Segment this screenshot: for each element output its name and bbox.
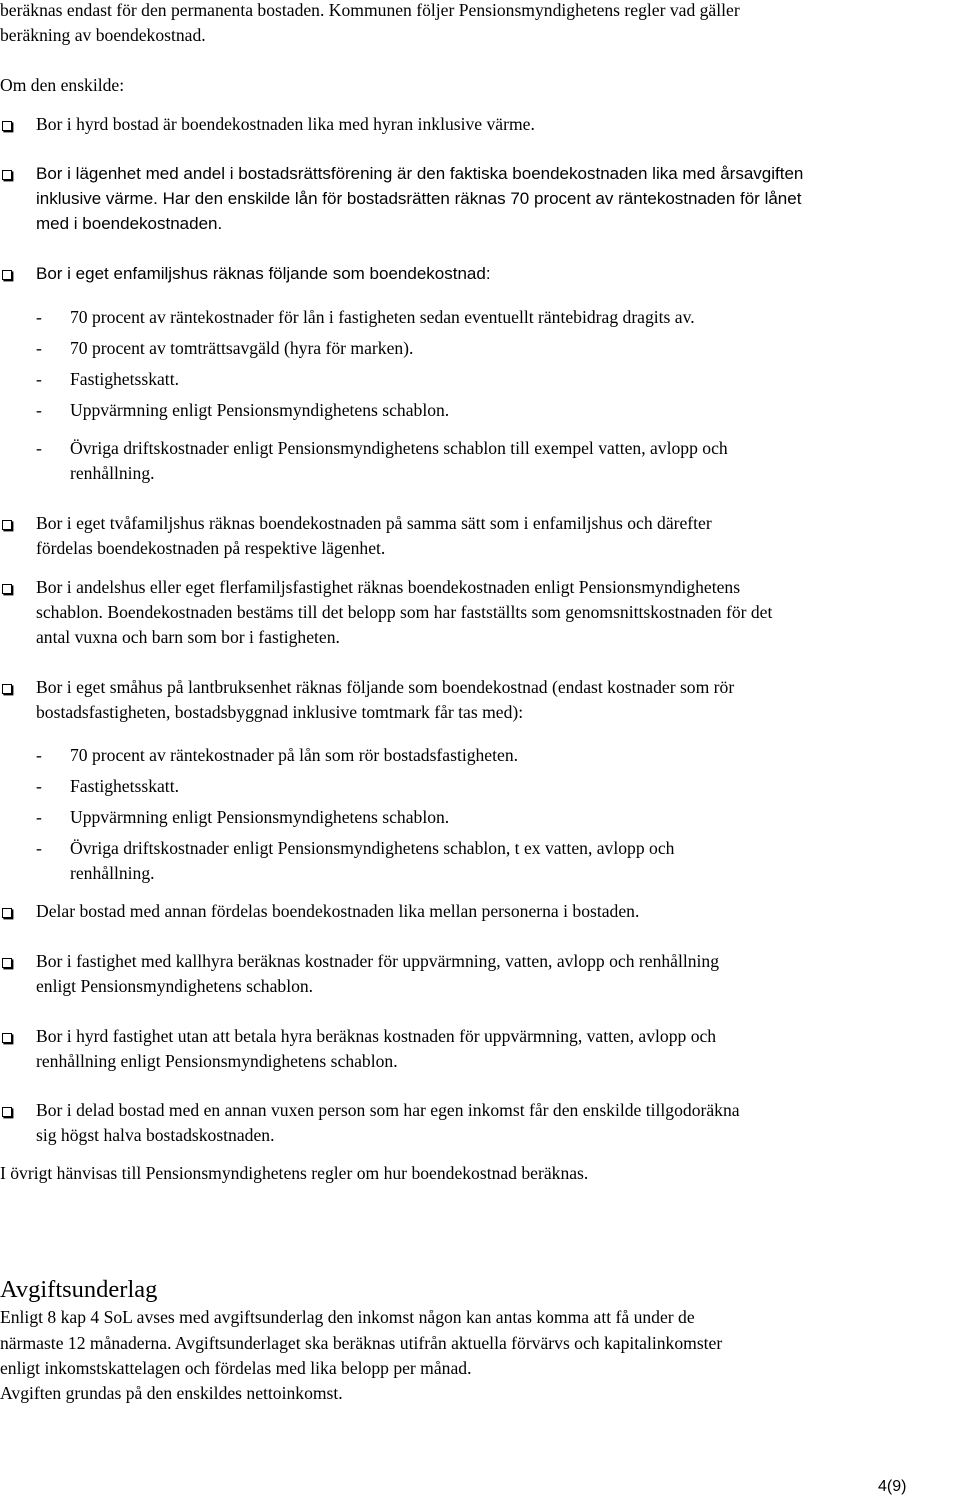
- bullet-text: Bor i hyrd fastighet utan att betala hyra beräknas kostnaden för uppvärmning, vatten, avlopp och: [36, 1026, 717, 1046]
- checkbox-bullet-icon: [2, 1107, 12, 1117]
- bullet-text: antal vuxna och barn som bor i fastigheten.: [36, 627, 340, 647]
- checkbox-bullet-icon: [2, 170, 12, 180]
- list-item: 70 procent av tomträttsavgäld (hyra för marken).: [70, 338, 414, 358]
- list-item: Övriga driftskostnader enligt Pensionsmyndighetens schablon, t ex vatten, avlopp och: [70, 838, 675, 858]
- checkbox-bullet-icon: [2, 121, 12, 131]
- section-heading: Avgiftsunderlag: [0, 1276, 158, 1303]
- checkbox-bullet-icon: [2, 684, 12, 694]
- list-item: 70 procent av räntekostnader på lån som rör bostadsfastigheten.: [70, 745, 519, 765]
- checkbox-bullet-icon: [2, 958, 12, 968]
- intro-line: beräknas endast för den permanenta bostaden. Kommunen följer Pensionsmyndighetens regler vad gäller: [0, 0, 740, 20]
- bullet-text: Bor i hyrd bostad är boendekostnaden lika med hyran inklusive värme.: [36, 114, 535, 134]
- list-item: 70 procent av räntekostnader för lån i fastigheten sedan eventuellt räntebidrag dragits av.: [70, 307, 695, 327]
- intro-line: beräkning av boendekostnad.: [0, 25, 206, 45]
- bullet-text: enligt Pensionsmyndighetens schablon.: [36, 976, 314, 996]
- paragraph: närmaste 12 månaderna. Avgiftsunderlaget ska beräknas utifrån aktuella förvärvs och kapitalinkomster: [0, 1333, 723, 1353]
- bullet-text: Bor i eget småhus på lantbruksenhet räknas följande som boendekostnad (endast kostnader som rör: [36, 677, 735, 697]
- checkbox-bullet-icon: [2, 908, 12, 918]
- bullet-text: Bor i lägenhet med andel i bostadsrättsförening är den faktiska boendekostnaden lika med årsavgiften: [36, 164, 804, 183]
- bullet-text: inklusive värme. Har den enskilde lån för bostadsrätten räknas 70 procent av räntekostnaden för lånet: [36, 189, 802, 208]
- bullet-text: fördelas boendekostnaden på respektive lägenhet.: [36, 538, 386, 558]
- bullet-text: Bor i eget tvåfamiljshus räknas boendekostnaden på samma sätt som i enfamiljshus och därefter: [36, 513, 712, 533]
- bullet-text: med i boendekostnaden.: [36, 214, 223, 233]
- bullet-text: Bor i andelshus eller eget flerfamiljsfastighet räknas boendekostnaden enligt Pensionsmyndighetens: [36, 577, 741, 597]
- list-item: Övriga driftskostnader enligt Pensionsmyndighetens schablon till exempel vatten, avlopp och: [70, 438, 728, 458]
- bullet-text: Bor i delad bostad med en annan vuxen person som har egen inkomst får den enskilde tillgodoräkna: [36, 1100, 740, 1120]
- bullet-text: Bor i fastighet med kallhyra beräknas kostnader för uppvärmning, vatten, avlopp och renhållning: [36, 951, 720, 971]
- checkbox-bullet-icon: [2, 1033, 12, 1043]
- list-item: renhållning.: [70, 463, 155, 483]
- bullet-text: Delar bostad med annan fördelas boendekostnaden lika mellan personerna i bostaden.: [36, 901, 640, 921]
- document-page: beräknas endast för den permanenta bostaden. Kommunen följer Pensionsmyndighetens regler vad gäller beräkning av boendekostnad. Om den enskilde: Bor i hyrd bostad är boendekostnaden lika med hyran inklusive värme. Bor i lägenhet med andel i bostadsrättsförening är den faktiska boendekostnaden lika med årsavgiften inklusive värme. Har den enskilde lån för bostadsrätten räknas 70 procent av räntekostnaden för lånet med i boendekostnaden. Bor i eget enfamiljshus räknas följande som boendekostnad: - 70 procent av räntekostnader för lån i fastigheten sedan eventuellt räntebidrag dragits av. - 70 procent av tomträttsavgäld (hyra för marken). - Fastighetsskatt. - Uppvärmning enligt Pensionsmyndighetens schablon. - Övriga driftskostnader enligt Pensionsmyndighetens schablon till exempel vatten, avlopp och renhållning. Bor i eget tvåfamiljshus räknas boendekostnaden på samma sätt som i enfamiljshus och därefter fördelas boendekostnaden på respektive lägenhet. Bor i andelshus eller eget flerfamiljsfastighet räknas boendekostnaden enligt Pensionsmyndighetens schablon. Boendekostnaden bestäms till det belopp som har fastställts som genomsnittskostnaden för det antal vuxna och barn som bor i fastigheten. Bor i eget småhus på lantbruksenhet räknas följande som boendekostnad (endast kostnader som rör bostadsfastigheten, bostadsbyggnad inklusive tomtmark får tas med): - 70 procent av räntekostnader på lån som rör bostadsfastigheten. - Fastighetsskatt. - Uppvärmning enligt Pensionsmyndighetens schablon. - Övriga driftskostnader enligt Pensionsmyndighetens schablon, t ex vatten, avlopp och renhållning. Delar bostad med annan fördelas boendekostnaden lika mellan personerna i bostaden. Bor i fastighet med kallhyra beräknas kostnader för uppvärmning, vatten, avlopp och renhållning enligt Pensionsmyndighetens schablon. Bor i hyrd fastighet utan att betala hyra beräknas kostnaden för uppvärmning, vatten, avlopp och renhållning enligt Pensionsmyndighetens schablon. Bor i delad bostad med en annan vuxen person som har egen inkomst får den enskilde tillgodoräkna sig högst halva bostadskostnaden. I övrigt hänvisas till Pensionsmyndighetens regler om hur boendekostnad beräknas. Avgiftsunderlag Enligt 8 kap 4 SoL avses med avgiftsunderlag den inkomst någon kan antas komma att få under de närmaste 12 månaderna. Avgiftsunderlaget ska beräknas utifrån aktuella förvärvs och kapitalinkomster enligt inkomstskattelagen och fördelas med lika belopp per månad. Avgiften grundas på den enskildes nettoinkomst. 4(9): [0, 0, 907, 1495]
- list-item: Fastighetsskatt.: [70, 776, 179, 796]
- list-item: renhållning.: [70, 863, 155, 883]
- checkbox-bullet-icon: [2, 520, 12, 530]
- list-item: Uppvärmning enligt Pensionsmyndighetens schablon.: [70, 807, 450, 827]
- paragraph: Enligt 8 kap 4 SoL avses med avgiftsunderlag den inkomst någon kan antas komma att få under de: [0, 1307, 695, 1327]
- paragraph: enligt inkomstskattelagen och fördelas med lika belopp per månad.: [0, 1358, 472, 1378]
- list-item: Fastighetsskatt.: [70, 369, 179, 389]
- section-label: Om den enskilde:: [0, 75, 125, 95]
- paragraph: Avgiften grundas på den enskildes nettoinkomst.: [0, 1383, 343, 1403]
- checkbox-bullet-icon: [2, 584, 12, 594]
- checkbox-bullet-icon: [2, 270, 12, 280]
- bullet-text: renhållning enligt Pensionsmyndighetens schablon.: [36, 1051, 398, 1071]
- page-number: 4(9): [878, 1478, 907, 1495]
- bullet-text: Bor i eget enfamiljshus räknas följande som boendekostnad:: [36, 264, 491, 283]
- bullet-text: bostadsfastigheten, bostadsbyggnad inklusive tomtmark får tas med):: [36, 702, 524, 722]
- bullet-text: schablon. Boendekostnaden bestäms till det belopp som har fastställts som genomsnittskostnaden för det: [36, 602, 773, 622]
- paragraph: I övrigt hänvisas till Pensionsmyndighetens regler om hur boendekostnad beräknas.: [0, 1163, 589, 1183]
- bullet-text: sig högst halva bostadskostnaden.: [36, 1125, 275, 1145]
- list-item: Uppvärmning enligt Pensionsmyndighetens schablon.: [70, 400, 450, 420]
